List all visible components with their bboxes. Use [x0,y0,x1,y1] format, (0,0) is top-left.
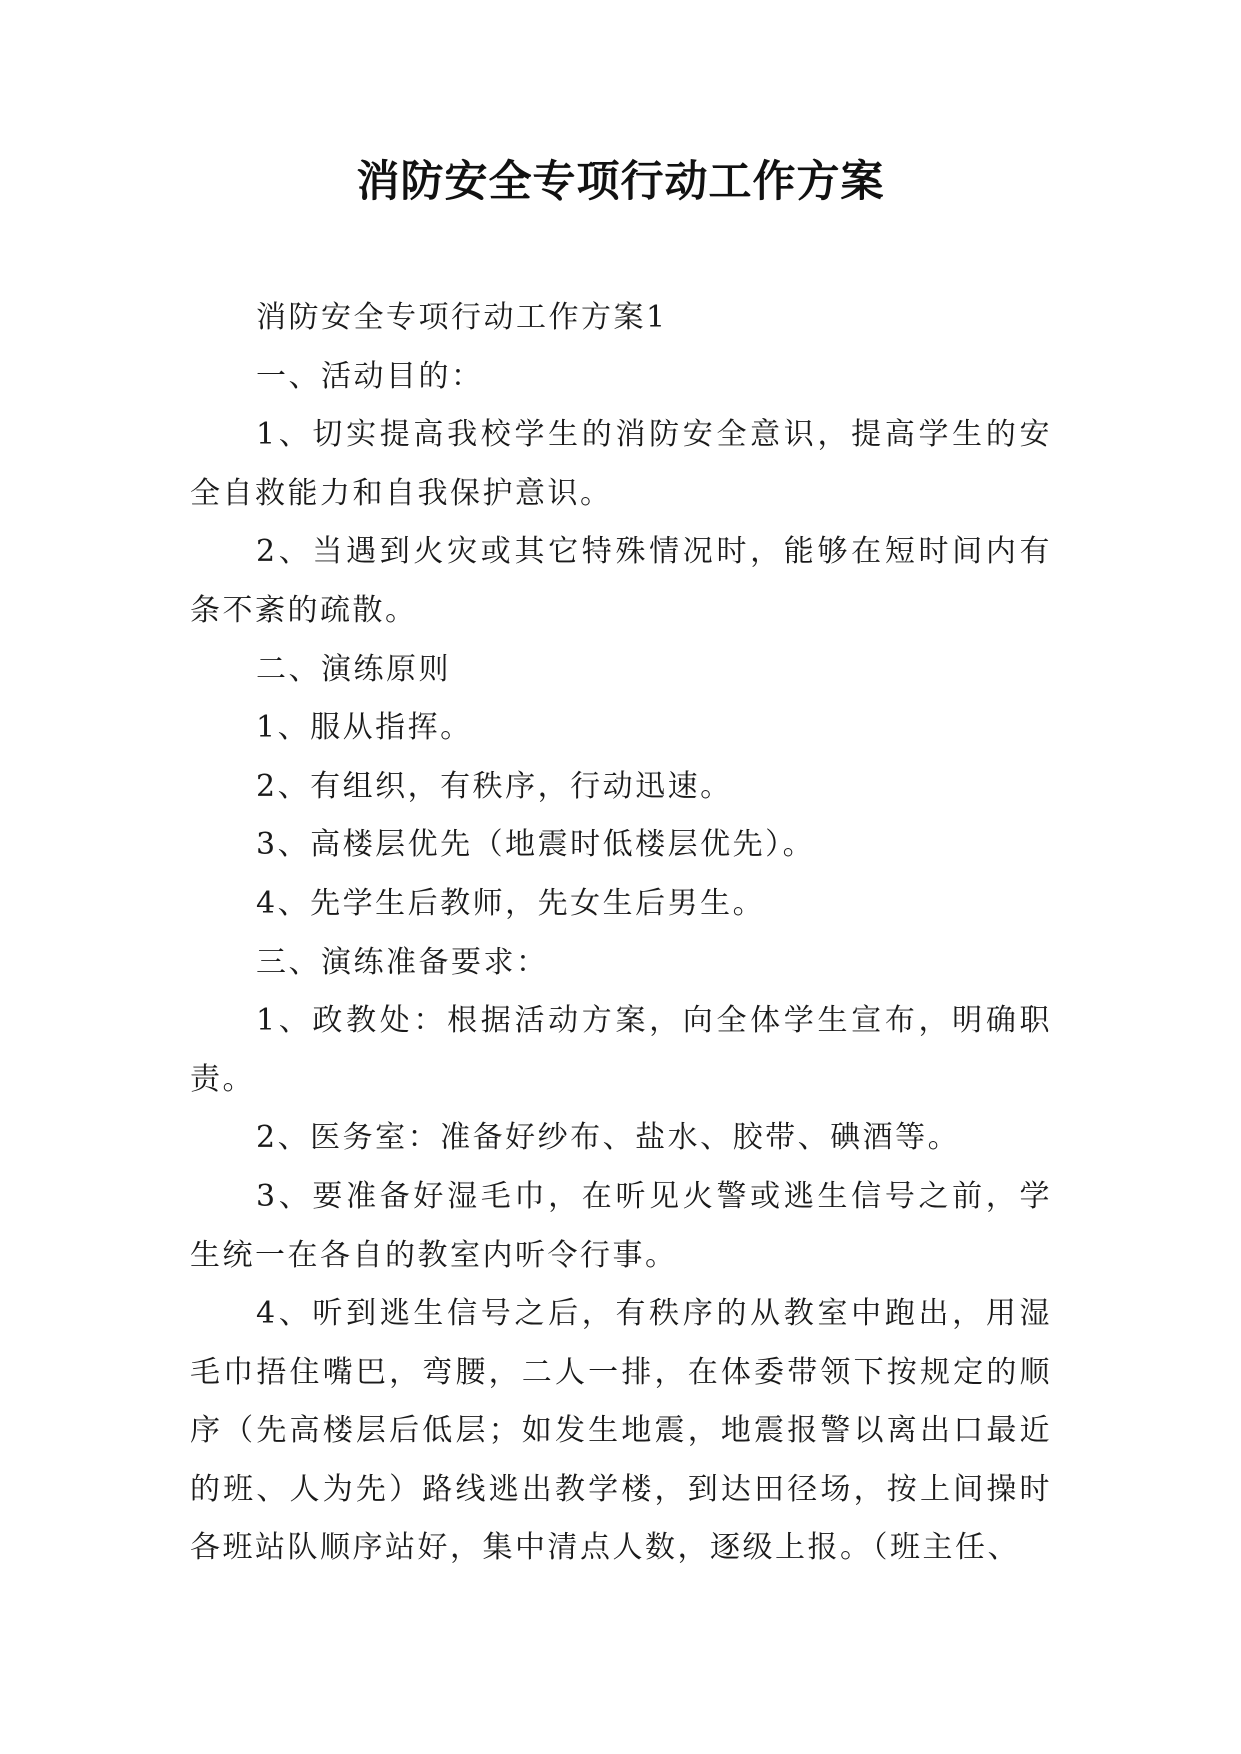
paragraph-preparation-4: 4、听到逃生信号之后，有秩序的从教室中跑出，用湿毛巾捂住嘴巴，弯腰，二人一排，在体委带领下按规定的顺序（先高楼层后低层；如发生地震，地震报警以离出口最近的班、人为先）路线逃出教学楼，到达田径场，按上间操时各班站队顺序站好，集中清点人数，逐级上报。（班主任、 [190,1296,1052,1566]
paragraph-preparation-2: 2、医务室：准备好纱布、盐水、胶带、碘酒等。 [256,1120,961,1156]
paragraph-purpose-2: 2、当遇到火灾或其它特殊情况时，能够在短时间内有条不紊的疏散。 [190,534,1052,628]
paragraph-principle-2: 2、有组织，有秩序，行动迅速。 [256,768,733,804]
paragraph-principle-1: 1、服从指挥。 [256,710,473,746]
paragraph-preparation-3: 3、要准备好湿毛巾，在听见火警或逃生信号之前，学生统一在各自的教室内听令行事。 [190,1178,1052,1273]
document-body [190,289,1052,1578]
paragraph-heading-purpose: 一、活动目的： [256,358,484,394]
document-title: 消防安全专项行动工作方案 [356,157,885,207]
paragraph-section-heading: 消防安全专项行动工作方案1 [256,300,668,335]
paragraph-purpose-1: 1、切实提高我校学生的消防安全意识，提高学生的安全自救能力和自我保护意识。 [190,417,1052,511]
paragraph-principle-3: 3、高楼层优先（地震时低楼层优先）。 [256,827,816,863]
paragraph-preparation-1: 1、政教处：根据活动方案，向全体学生宣布，明确职责。 [190,1003,1052,1097]
paragraph-heading-preparation: 三、演练准备要求： [256,944,549,980]
paragraph-principle-4: 4、先学生后教师，先女生后男生。 [256,885,766,921]
paragraph-heading-principles: 二、演练原则 [256,651,451,687]
